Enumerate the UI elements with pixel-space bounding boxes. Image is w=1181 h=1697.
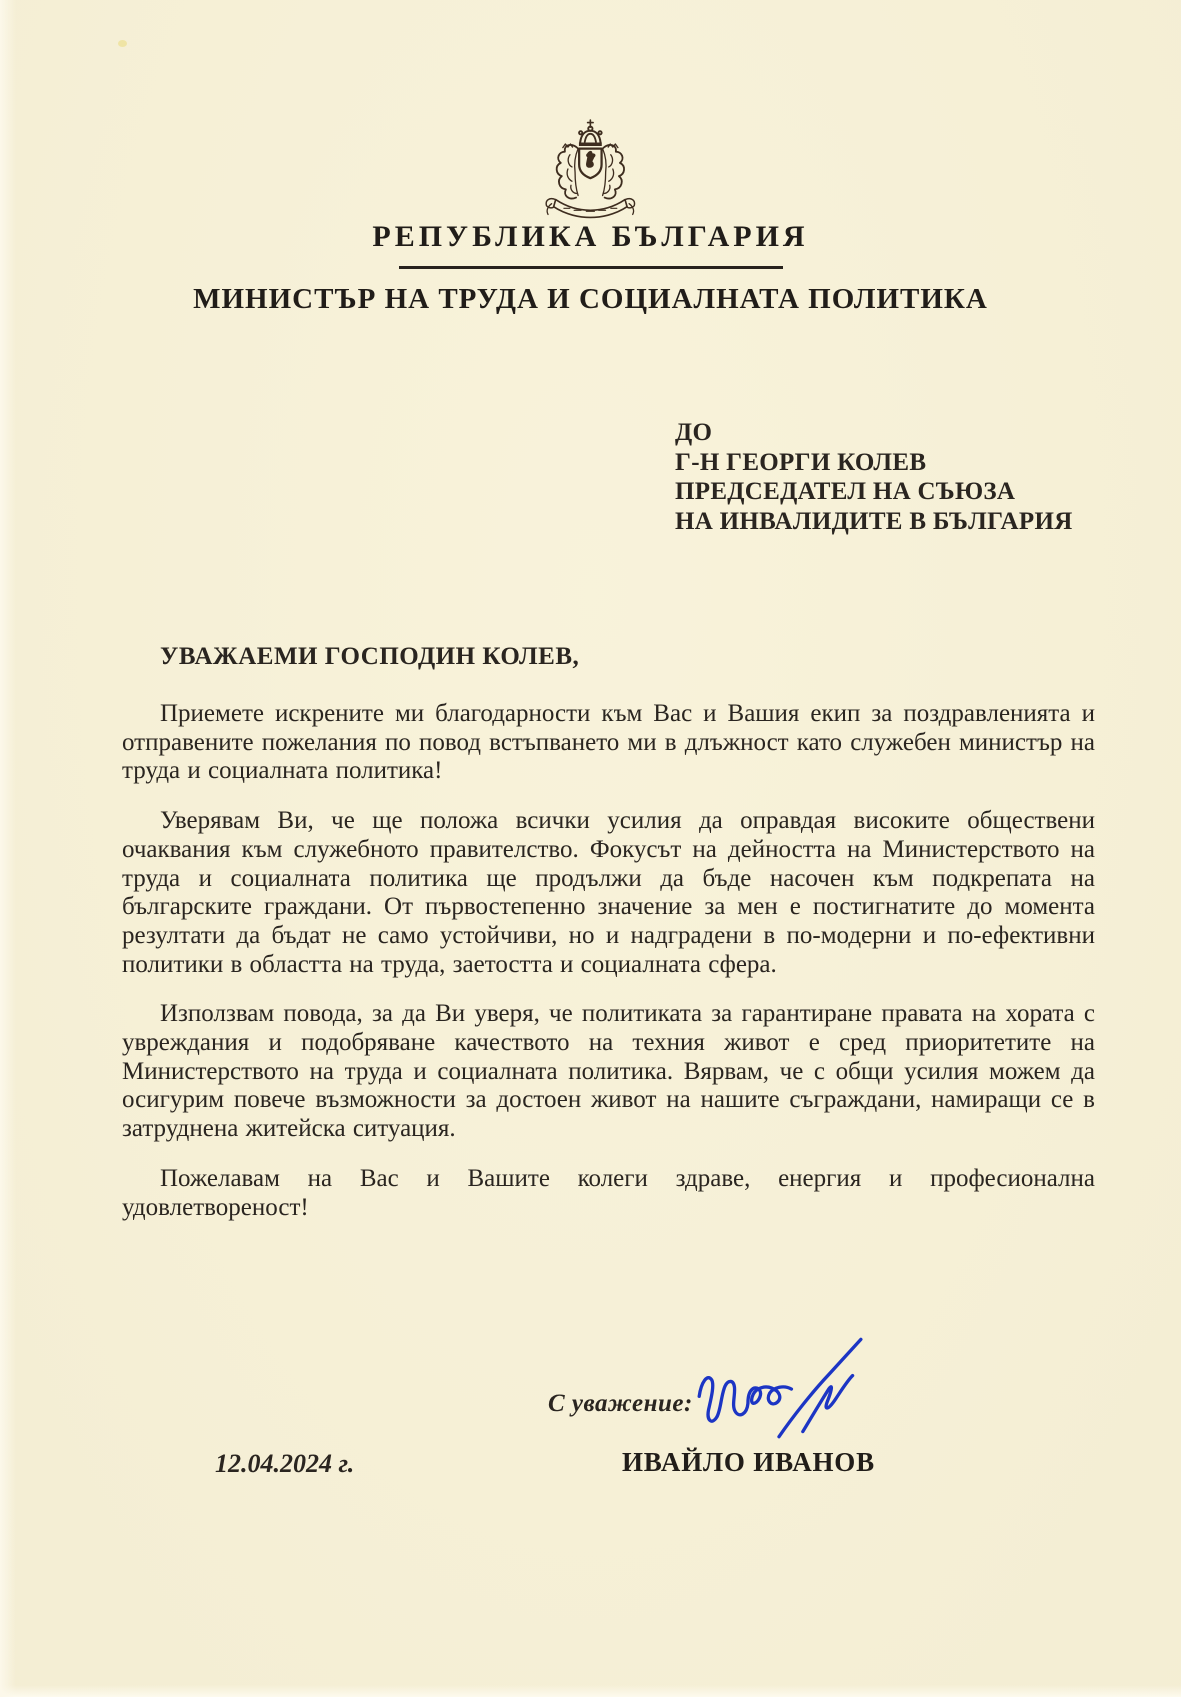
recipient-line-name: Г-Н ГЕОРГИ КОЛЕВ	[675, 448, 927, 476]
body-paragraph-2: Уверявам Ви, че ще положа всички усилия да оправдая високите обществени очаквания към служебното правителство. Фокусът на дейността на Министерството на труда и социалната политика ще продължи да бъде насочен към подкрепата на българските граждани. От първостепенно значение за мен е постигнатите до момента резултати да бъдат не само устойчиви, но и надградени в по-модерни и по-ефективни политики в областта на труда, заетостта и социалната сфера.	[122, 807, 1095, 978]
body-paragraph-4	[122, 1165, 1095, 1222]
recipient-line-title-1: ПРЕДСЕДАТЕЛ НА СЪЮЗА	[675, 478, 1016, 505]
signer-name: ИВАЙЛО ИВАНОВ	[622, 1447, 875, 1477]
scan-artifact	[118, 40, 127, 47]
closing-salutation: С уважение:	[548, 1390, 693, 1417]
body-paragraph-4-line-1: Пожелавам на Вас и Вашите колеги здраве, енергия и професионална	[160, 1164, 1095, 1192]
office-title: МИНИСТЪР НА ТРУДА И СОЦИАЛНАТА ПОЛИТИКА	[193, 283, 988, 315]
letter-body	[122, 700, 1095, 1243]
letter-date: 12.04.2024 г.	[215, 1449, 355, 1478]
letterhead-divider	[399, 266, 783, 269]
bulgarian-coat-of-arms-icon	[526, 118, 654, 220]
country-title: РЕПУБЛИКА БЪЛГАРИЯ	[372, 220, 809, 253]
body-paragraph-1: Приемете искрените ми благодарности към Вас и Вашия екип за поздравленията и отправените пожелания по повод встъпването ми в длъжност като служебен министър на труда и социалната политика!	[122, 700, 1095, 785]
body-paragraph-3: Използвам повода, за да Ви уверя, че политиката за гарантиране правата на хората с увреждания и подобряване качеството на техния живот е сред приоритетите на Министерството на труда и социалната политика. Вярвам, че с общи усилия можем да осигурим повече възможности за достоен живот на нашите съграждани, намиращи се в затруднена житейска ситуация.	[122, 1000, 1095, 1143]
recipient-line-title-2: НА ИНВАЛИДИТЕ В БЪЛГАРИЯ	[675, 507, 1073, 535]
recipient-line-to: ДО	[675, 419, 713, 446]
salutation: УВАЖАЕМИ ГОСПОДИН КОЛЕВ,	[160, 643, 580, 670]
body-paragraph-4-line-2: удовлетвореност!	[122, 1193, 309, 1221]
recipient-block	[675, 418, 1073, 536]
handwritten-signature-icon	[690, 1330, 868, 1444]
